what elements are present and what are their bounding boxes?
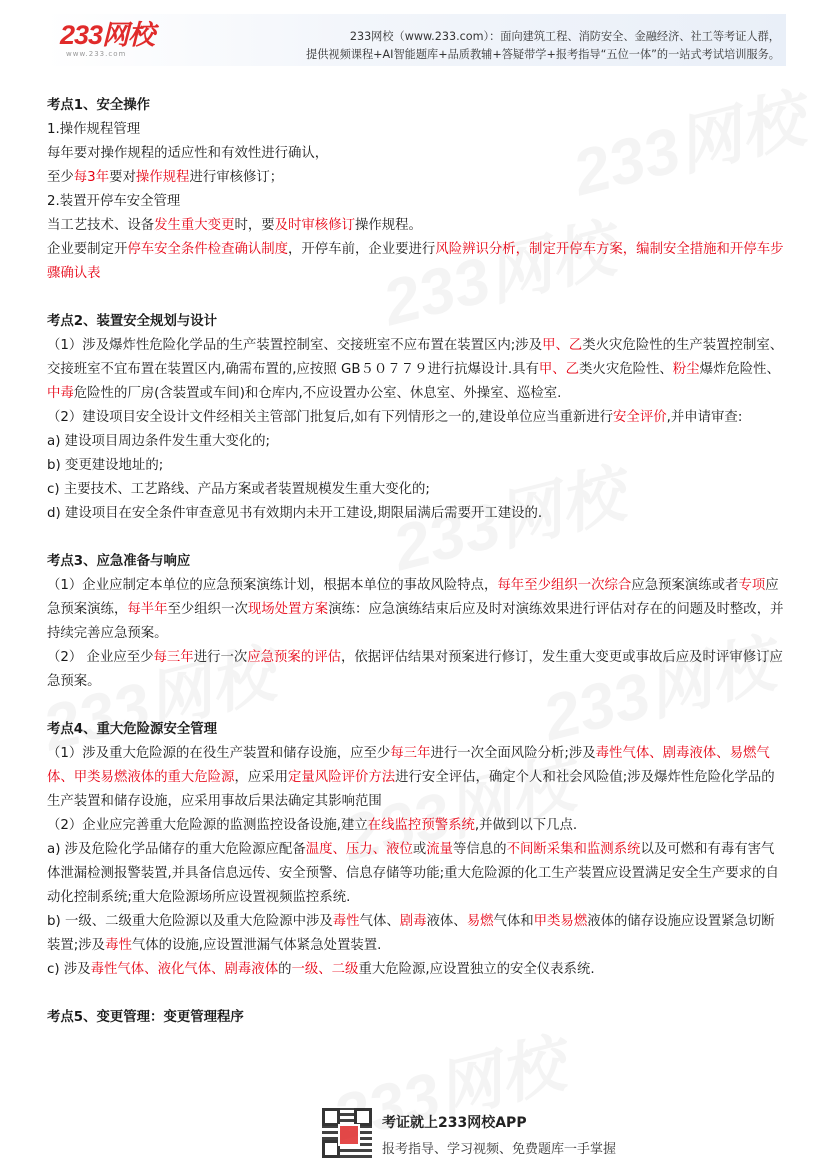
section-3-para: （2） 企业应至少每三年进行一次应急预案的评估，依据评估结果对预案进行修订，发生重大变更或事故后应及时评审修订应急预案。	[47, 650, 783, 689]
document-body	[47, 94, 787, 1030]
section-4-item: c) 涉及毒性气体、液化气体、剧毒液体的一级、二级重大危险源,应设置独立的安全仪表系统.	[47, 962, 595, 977]
footer-title: 考证就上233网校APP	[382, 1115, 527, 1131]
section-1-para: 当工艺技术、设备发生重大变更时，要及时审核修订操作规程。	[47, 218, 422, 233]
section-4-item: a) 涉及危险化学品储存的重大危险源应配备温度、压力、液位或流量等信息的不间断采集和监测系统以及可燃和有毒有害气体泄漏检测报警装置,并具备信息远传、安全预警、信息存储等功能;重大危险源的化工生产装置应设置满足安全生产要求的自动化控制系统;重大危险源场所应设置视频监控系统.	[47, 842, 779, 905]
section-2-item: d) 建设项目在安全条件审查意见书有效期内未开工建设,期限届满后需要开工建设的.	[47, 506, 543, 521]
header-line-2: 提供视频课程+AI智能题库+品质教辅+答疑带学+报考指导“五位一体”的一站式考试培训服务。	[306, 48, 780, 61]
section-1-para: 至少每3年要对操作规程进行审核修订；	[47, 170, 284, 185]
section-1-para: 企业要制定开停车安全条件检查确认制度，开停车前，企业要进行风险辨识分析，制定开停车方案，编制安全措施和开停车步骤确认表	[47, 242, 784, 281]
section-1-para: 2.装置开停车安全管理	[47, 194, 181, 209]
footer-subtitle: 报考指导、学习视频、免费题库一手掌握	[382, 1142, 617, 1157]
header-line-1: 233网校（www.233.com）：面向建筑工程、消防安全、金融经济、社工等考证人群，	[349, 30, 780, 43]
section-2-para: （2）建设项目安全设计文件经相关主管部门批复后,如有下列情形之一的,建设单位应当重新进行安全评价,并申请审查:	[47, 410, 743, 425]
app-promo-footer	[322, 1108, 642, 1168]
qr-code-icon[interactable]	[322, 1108, 372, 1158]
section-5-title: 考点5、变更管理：变更管理程序	[47, 1010, 244, 1025]
section-2-title: 考点2、装置安全规划与设计	[47, 314, 218, 329]
section-1-para: 1.操作规程管理	[47, 122, 141, 137]
section-2-item: a) 建设项目周边条件发生重大变化的;	[47, 434, 271, 449]
brand-logo[interactable]: 233网校	[60, 20, 155, 50]
section-2-para: （1）涉及爆炸性危险化学品的生产装置控制室、交接班室不应布置在装置区内;涉及甲、乙类火灾危险性的生产装置控制室、交接班室不宜布置在装置区内,确需布置的,应按照 GB５０７７９进行抗爆设计.具有甲、乙类火灾危险性、粉尘爆炸危险性、中毒危险性的厂房(含装置或车间)和仓库内,不应设置办公室、休息室、外操室、巡检室.	[47, 338, 784, 401]
section-4-item: b) 一级、二级重大危险源以及重大危险源中涉及毒性气体、剧毒液体、易燃气体和甲类易燃液体的储存设施应设置紧急切断装置;涉及毒性气体的设施,应设置泄漏气体紧急处置装置.	[47, 914, 775, 953]
section-4-para: （1）涉及重大危险源的在役生产装置和储存设施，应至少每三年进行一次全面风险分析;涉及毒性气体、剧毒液体、易燃气体、甲类易燃液体的重大危险源，应采用定量风险评价方法进行安全评估，确定个人和社会风险值;涉及爆炸性危险化学品的生产装置和储存设施，应采用事故后果法确定其影响范围	[47, 746, 775, 809]
section-4-para: （2）企业应完善重大危险源的监测监控设备设施,建立在线监控预警系统,并做到以下几点.	[47, 818, 578, 833]
section-4-title: 考点4、重大危险源安全管理	[47, 722, 218, 737]
section-1-title: 考点1、安全操作	[47, 98, 151, 113]
section-2-item: c) 主要技术、工艺路线、产品方案或者装置规模发生重大变化的;	[47, 482, 430, 497]
header-description	[306, 28, 780, 64]
brand-logo-url: www.233.com	[66, 50, 127, 58]
section-2-item: b) 变更建设地址的;	[47, 458, 164, 473]
section-3-title: 考点3、应急准备与响应	[47, 554, 191, 569]
section-3-para: （1）企业应制定本单位的应急预案演练计划，根据本单位的事故风险特点，每年至少组织一次综合应急预案演练或者专项应急预案演练，每半年至少组织一次现场处置方案演练：应急演练结束后应及时对演练效果进行评估对存在的问题及时整改，并持续完善应急预案。	[47, 578, 784, 641]
page-header	[44, 14, 786, 66]
section-1-para: 每年要对操作规程的适应性和有效性进行确认，	[47, 146, 329, 161]
